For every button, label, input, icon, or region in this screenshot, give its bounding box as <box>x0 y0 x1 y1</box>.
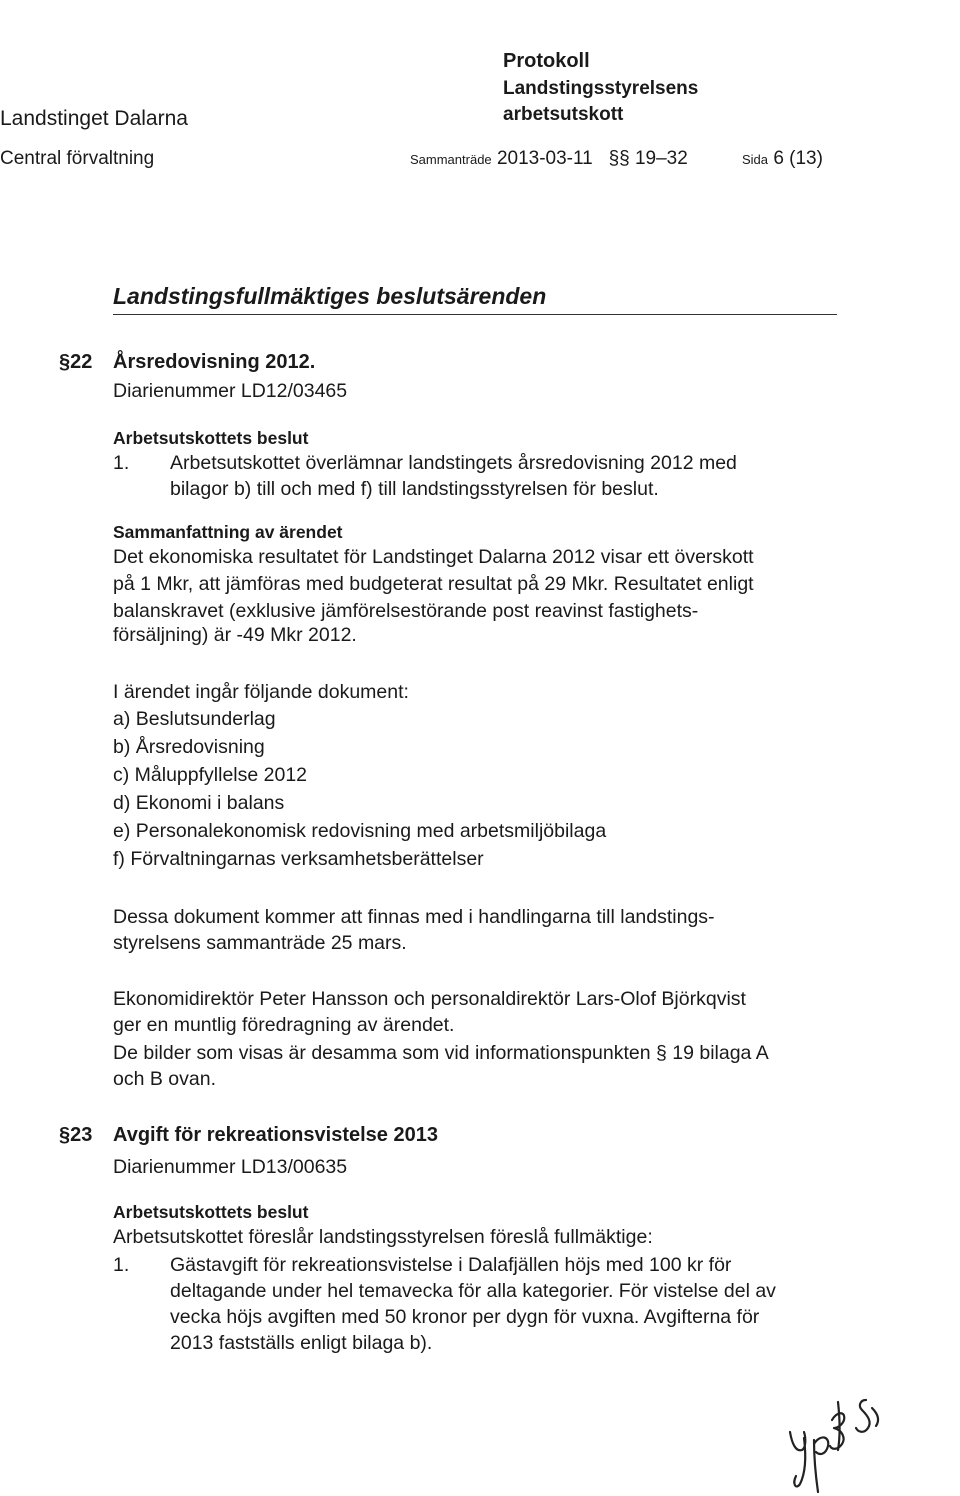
note-line: Dessa dokument kommer att finnas med i handlingarna till landstings- <box>113 906 715 928</box>
note-line: ger en muntlig föredragning av ärendet. <box>113 1014 455 1036</box>
document-item: a) Beslutsunderlag <box>113 708 276 730</box>
organization-name: Landstinget Dalarna <box>0 107 188 130</box>
decision-intro: Arbetsutskottet föreslår landstingsstyrelsen föreslå fullmäktige: <box>113 1226 653 1248</box>
decision-number: 1. <box>113 452 130 474</box>
item-title: Avgift för rekreationsvistelse 2013 <box>113 1124 438 1146</box>
summary-line: försäljning) är -49 Mkr 2012. <box>113 624 357 646</box>
handwritten-initials <box>780 1380 920 1496</box>
note-line: Ekonomidirektör Peter Hansson och personaldirektör Lars-Olof Björkqvist <box>113 988 746 1010</box>
meeting-date: 2013-03-11 <box>496 148 593 169</box>
note-line: och B ovan. <box>113 1068 216 1090</box>
document-item: d) Ekonomi i balans <box>113 792 285 814</box>
note-line: De bilder som visas är desamma som vid informationspunkten § 19 bilaga A <box>113 1042 769 1064</box>
meeting-info <box>410 148 688 170</box>
summary-line: balanskravet (exklusive jämförelsestörande post reavinst fastighets- <box>113 600 699 622</box>
item-title: Årsredovisning 2012. <box>113 351 316 373</box>
document-item: c) Måluppfyllelse 2012 <box>113 764 308 786</box>
decision-line: Gästavgift för rekreationsvistelse i Dalafjällen höjs med 100 kr för <box>170 1254 732 1276</box>
page-value: 6 (13) <box>773 148 823 169</box>
item-number: §23 <box>59 1124 93 1146</box>
protocol-title: Protokoll <box>503 50 590 72</box>
decision-line: vecka höjs avgiften med 50 kronor per dygn för vuxna. Avgifterna för <box>170 1306 760 1328</box>
unit-name: Central förvaltning <box>0 148 155 169</box>
decision-number: 1. <box>113 1254 130 1276</box>
section-title: Landstingsfullmäktiges beslutsärenden <box>113 283 547 309</box>
documents-intro: I ärendet ingår följande dokument: <box>113 681 409 703</box>
decision-line: deltagande under hel temavecka för alla kategorier. För vistelse del av <box>170 1280 776 1302</box>
summary-line: på 1 Mkr, att jämföras med budgeterat resultat på 29 Mkr. Resultatet enligt <box>113 573 754 595</box>
document-item: e) Personalekonomisk redovisning med arbetsmiljöbilaga <box>113 820 607 842</box>
protocol-subtitle-1: Landstingsstyrelsens <box>503 78 699 99</box>
document-item: b) Årsredovisning <box>113 736 265 758</box>
summary-heading: Sammanfattning av ärendet <box>113 522 343 542</box>
document-item: f) Förvaltningarnas verksamhetsberättelser <box>113 848 484 870</box>
page-label: Sida <box>742 152 769 167</box>
page-info <box>742 148 823 170</box>
decision-heading: Arbetsutskottets beslut <box>113 428 309 448</box>
decision-line: 2013 fastställs enligt bilaga b). <box>170 1332 433 1354</box>
decision-heading: Arbetsutskottets beslut <box>113 1202 309 1222</box>
diarienummer: Diarienummer LD12/03465 <box>113 380 348 402</box>
decision-line: Arbetsutskottet överlämnar landstingets årsredovisning 2012 med <box>170 452 737 474</box>
summary-line: Det ekonomiska resultatet för Landstinget Dalarna 2012 visar ett överskott <box>113 546 754 568</box>
meeting-label: Sammanträde <box>410 152 492 167</box>
decision-line: bilagor b) till och med f) till landstingsstyrelsen för beslut. <box>170 478 659 500</box>
section-rule <box>113 314 837 315</box>
item-number: §22 <box>59 351 93 373</box>
paragraph-range: §§ 19–32 <box>608 148 688 169</box>
diarienummer: Diarienummer LD13/00635 <box>113 1156 348 1178</box>
protocol-subtitle-2: arbetsutskott <box>503 104 624 125</box>
note-line: styrelsens sammanträde 25 mars. <box>113 932 407 954</box>
